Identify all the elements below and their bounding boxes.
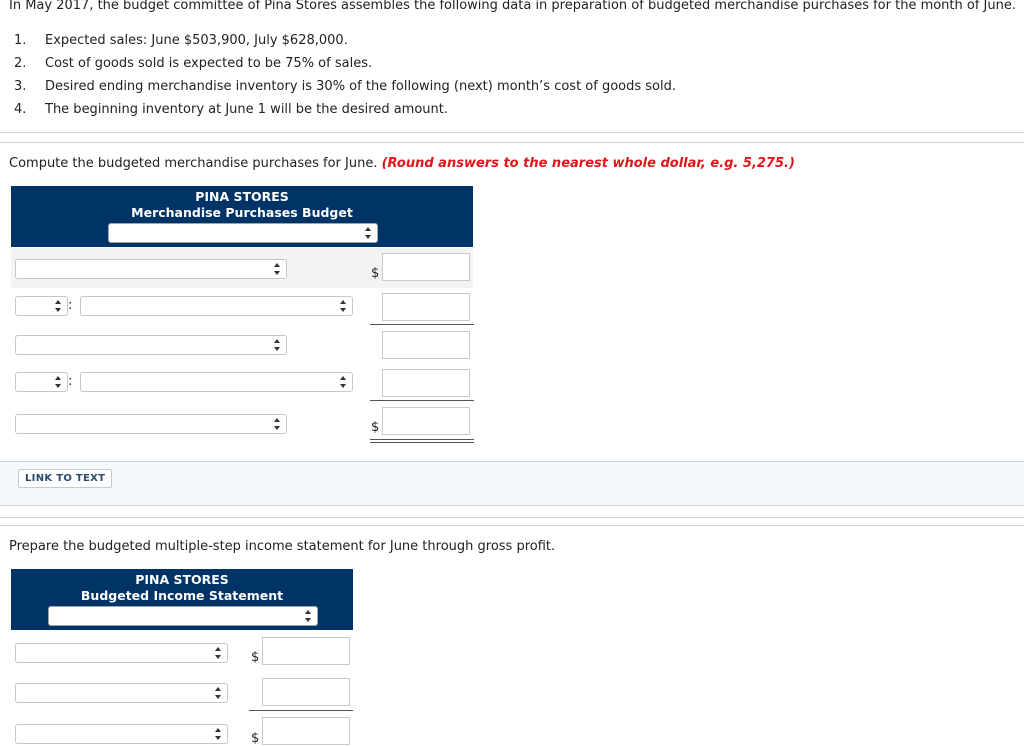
select-arrows-icon [305,610,312,622]
company-name: PINA STORES [135,572,229,587]
gross-profit-amount-input[interactable] [262,717,350,745]
row2-operator-select[interactable] [15,296,68,316]
sales-account-select[interactable] [15,643,228,663]
row5-dollar-sign: $ [371,420,380,435]
list-number-1: 1. [14,33,27,48]
subtotal-underline [370,400,474,401]
subtotal-underline [370,324,474,325]
part2-instruction: Prepare the budgeted multiple-step income statement for June through gross profit. [9,539,556,554]
row2-amount-input[interactable] [382,293,470,321]
select-arrows-icon [215,728,222,740]
divider [0,517,1024,518]
sales-amount-input[interactable] [262,637,350,665]
list-item-2: Cost of goods sold is expected to be 75% of sales. [45,56,373,71]
intro-text: In May 2017, the budget committee of Pina Stores assembles the following data in preparation of budgeted merchandise purchases for the month of June. [9,0,1016,13]
select-arrows-icon [215,687,222,699]
select-arrows-icon [55,300,62,312]
list-item-3: Desired ending merchandise inventory is 30% of the following (next) month’s cost of goods sold. [45,79,677,94]
divider [0,132,1024,133]
period-select[interactable] [48,606,318,626]
row5-amount-input[interactable] [382,407,470,435]
statement-title: Merchandise Purchases Budget [131,205,353,220]
round-note: (Round answers to the nearest whole dollar, e.g. 5,275.) [381,156,795,171]
company-name: PINA STORES [195,189,289,204]
subtotal-underline [249,710,353,711]
divider [0,525,1024,526]
select-arrows-icon [215,647,222,659]
list-item-4: The beginning inventory at June 1 will be the desired amount. [45,102,448,117]
link-to-text-panel [0,461,1024,506]
select-arrows-icon [340,300,347,312]
row3-amount-input[interactable] [382,331,470,359]
sales-dollar-sign: $ [251,650,260,665]
link-to-text-button[interactable]: LINK TO TEXT [18,469,112,488]
select-arrows-icon [274,263,281,275]
row4-operator-select[interactable] [15,372,68,392]
gross-profit-select[interactable] [15,724,228,744]
cogs-amount-input[interactable] [262,678,350,706]
part1-instruction [9,156,795,171]
select-arrows-icon [274,418,281,430]
select-arrows-icon [274,339,281,351]
select-arrows-icon [340,376,347,388]
list-number-4: 4. [14,102,27,117]
select-arrows-icon [365,227,372,239]
part1-instruction-text: Compute the budgeted merchandise purchases for June. [9,156,378,171]
row1-amount-input[interactable] [382,253,470,281]
row3-account-select[interactable] [15,335,287,355]
gross-profit-dollar-sign: $ [251,731,260,746]
row1-account-select[interactable] [15,259,287,279]
total-double-underline [370,442,474,443]
row2-account-select[interactable] [80,296,353,316]
row5-account-select[interactable] [15,414,287,434]
list-item-1: Expected sales: June $503,900, July $628,000. [45,33,348,48]
total-double-underline [370,439,474,440]
list-number-2: 2. [14,56,27,71]
list-number-3: 3. [14,79,27,94]
statement-title: Budgeted Income Statement [80,588,284,603]
row4-account-select[interactable] [80,372,353,392]
row1-dollar-sign: $ [371,266,380,281]
row4-colon: : [68,374,73,389]
row4-amount-input[interactable] [382,369,470,397]
divider [0,142,1024,143]
period-select[interactable] [108,223,378,243]
select-arrows-icon [55,376,62,388]
cogs-account-select[interactable] [15,683,228,703]
row2-colon: : [68,298,73,313]
